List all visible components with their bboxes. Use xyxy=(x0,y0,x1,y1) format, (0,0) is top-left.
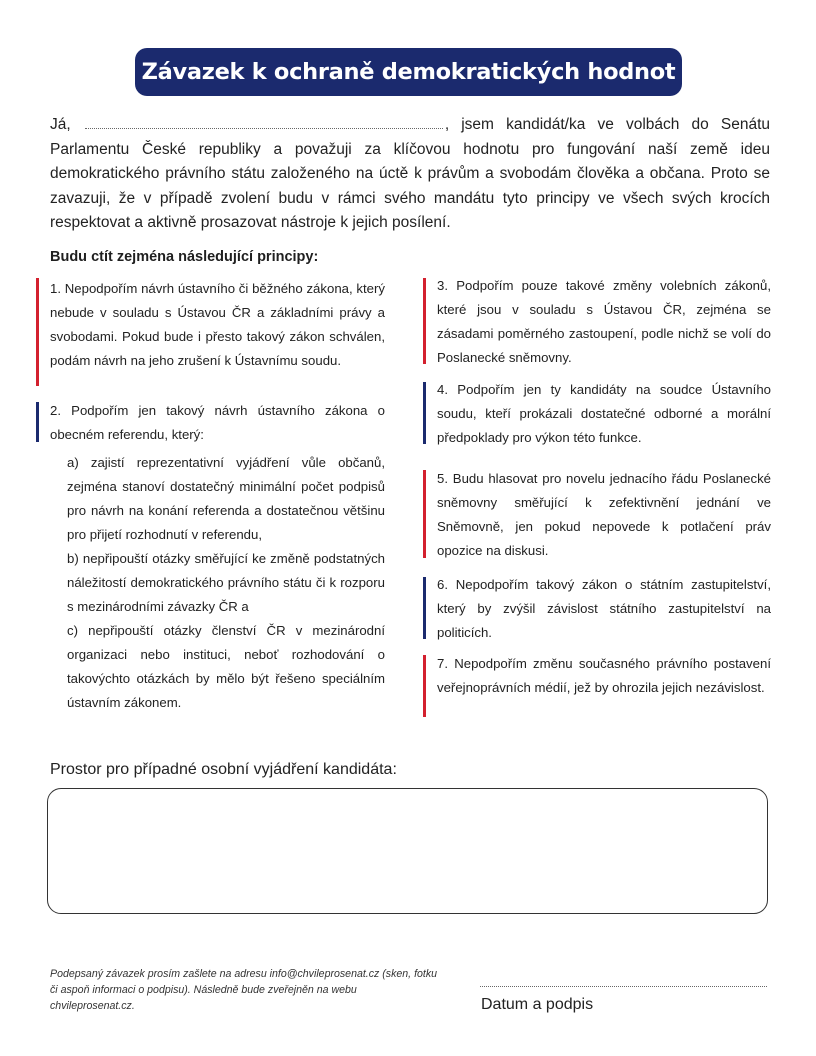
intro-text: , jsem kandidát/ka ve volbách do Senátu Parlamentu České republiky a považuji za klíčovou hodnotu pro fungování naší země ideu demokratického právního státu založeného na úctě k právům a svobodám člověka a občana. Proto se zavazuji, že v případě zvolení budu v rámci svého mandátu tyto principy ve všech svých krocích respektovat a aktivně prosazovat nástroje k jejich posílení. xyxy=(50,116,770,231)
principle-3-bar xyxy=(423,278,426,364)
principle-2b: b) nepřipouští otázky směřující ke změně podstatných náležitostí demokratického právního státu či k rozporu s mezinárodními závazky ČR a xyxy=(67,551,385,614)
intro-paragraph xyxy=(50,113,770,236)
title-banner xyxy=(135,48,682,96)
principle-7: 7. Nepodpořím změnu současného právního postavení veřejnoprávních médií, jež by ohrozila jejich nezávislost. xyxy=(437,656,771,695)
principles-heading: Budu ctít zejména následující principy: xyxy=(50,249,319,265)
signature-line[interactable] xyxy=(480,986,767,987)
principle-1: 1. Nepodpořím návrh ústavního či běžného zákona, který nebude v souladu s Ústavou ČR a základními právy a svobodami. Pokud bude i přesto takový zákon schválen, podám návrh na jeho zrušení k Ústavnímu soudu. xyxy=(50,281,385,368)
principle-7-bar xyxy=(423,655,426,717)
principle-5: 5. Budu hlasovat pro novelu jednacího řádu Poslanecké sněmovny směřující k zefektivnění jednání ve Sněmovně, jen pokud nepovede k potlačení práv opozice na diskusi. xyxy=(437,471,771,558)
principle-5-bar xyxy=(423,470,426,558)
principle-2c: c) nepřipouští otázky členství ČR v mezinárodní organizaci nebo instituci, neboť rozhodování o takovýchto otázkách by mělo být řešeno speciálním ústavním zákonem. xyxy=(67,623,385,710)
personal-statement-box[interactable] xyxy=(47,788,768,914)
personal-space-label: Prostor pro případné osobní vyjádření kandidáta: xyxy=(50,761,397,778)
principle-4-bar xyxy=(423,382,426,444)
principle-1-bar xyxy=(36,278,39,386)
principle-2-bar xyxy=(36,402,39,442)
principle-6-bar xyxy=(423,577,426,639)
footnote: Podepsaný závazek prosím zašlete na adresu info@chvileprosenat.cz (sken, fotku či aspoň informaci o podpisu). Následně bude zveřejněn na webu chvileprosenat.cz. xyxy=(50,968,438,1012)
name-fill-line[interactable] xyxy=(85,115,443,129)
principle-4: 4. Podpořím jen ty kandidáty na soudce Ústavního soudu, kteří prokázali dostatečné odborné a morální předpoklady pro výkon této funkce. xyxy=(437,382,771,445)
principle-3: 3. Podpořím pouze takové změny volebních zákonů, které jsou v souladu s Ústavou ČR, zejména se zásadami poměrného zastoupení, podle nichž se volí do Poslanecké sněmovny. xyxy=(437,278,771,365)
principle-2: 2. Podpořím jen takový návrh ústavního zákona o obecném referendu, který: xyxy=(50,403,385,442)
page-title: Závazek k ochraně demokratických hodnot xyxy=(141,59,676,85)
intro-prefix: Já, xyxy=(50,116,71,133)
principle-6: 6. Nepodpořím takový zákon o státním zastupitelství, který by zvýšil závislost státního zastupitelství na politicích. xyxy=(437,577,771,640)
signature-label: Datum a podpis xyxy=(481,996,594,1013)
principle-2a: a) zajistí reprezentativní vyjádření vůle občanů, zejména stanoví dostatečný minimální počet podpisů pro návrh na konání referenda a dostatečnou většinu pro přijetí rozhodnutí v referendu, xyxy=(67,455,385,542)
